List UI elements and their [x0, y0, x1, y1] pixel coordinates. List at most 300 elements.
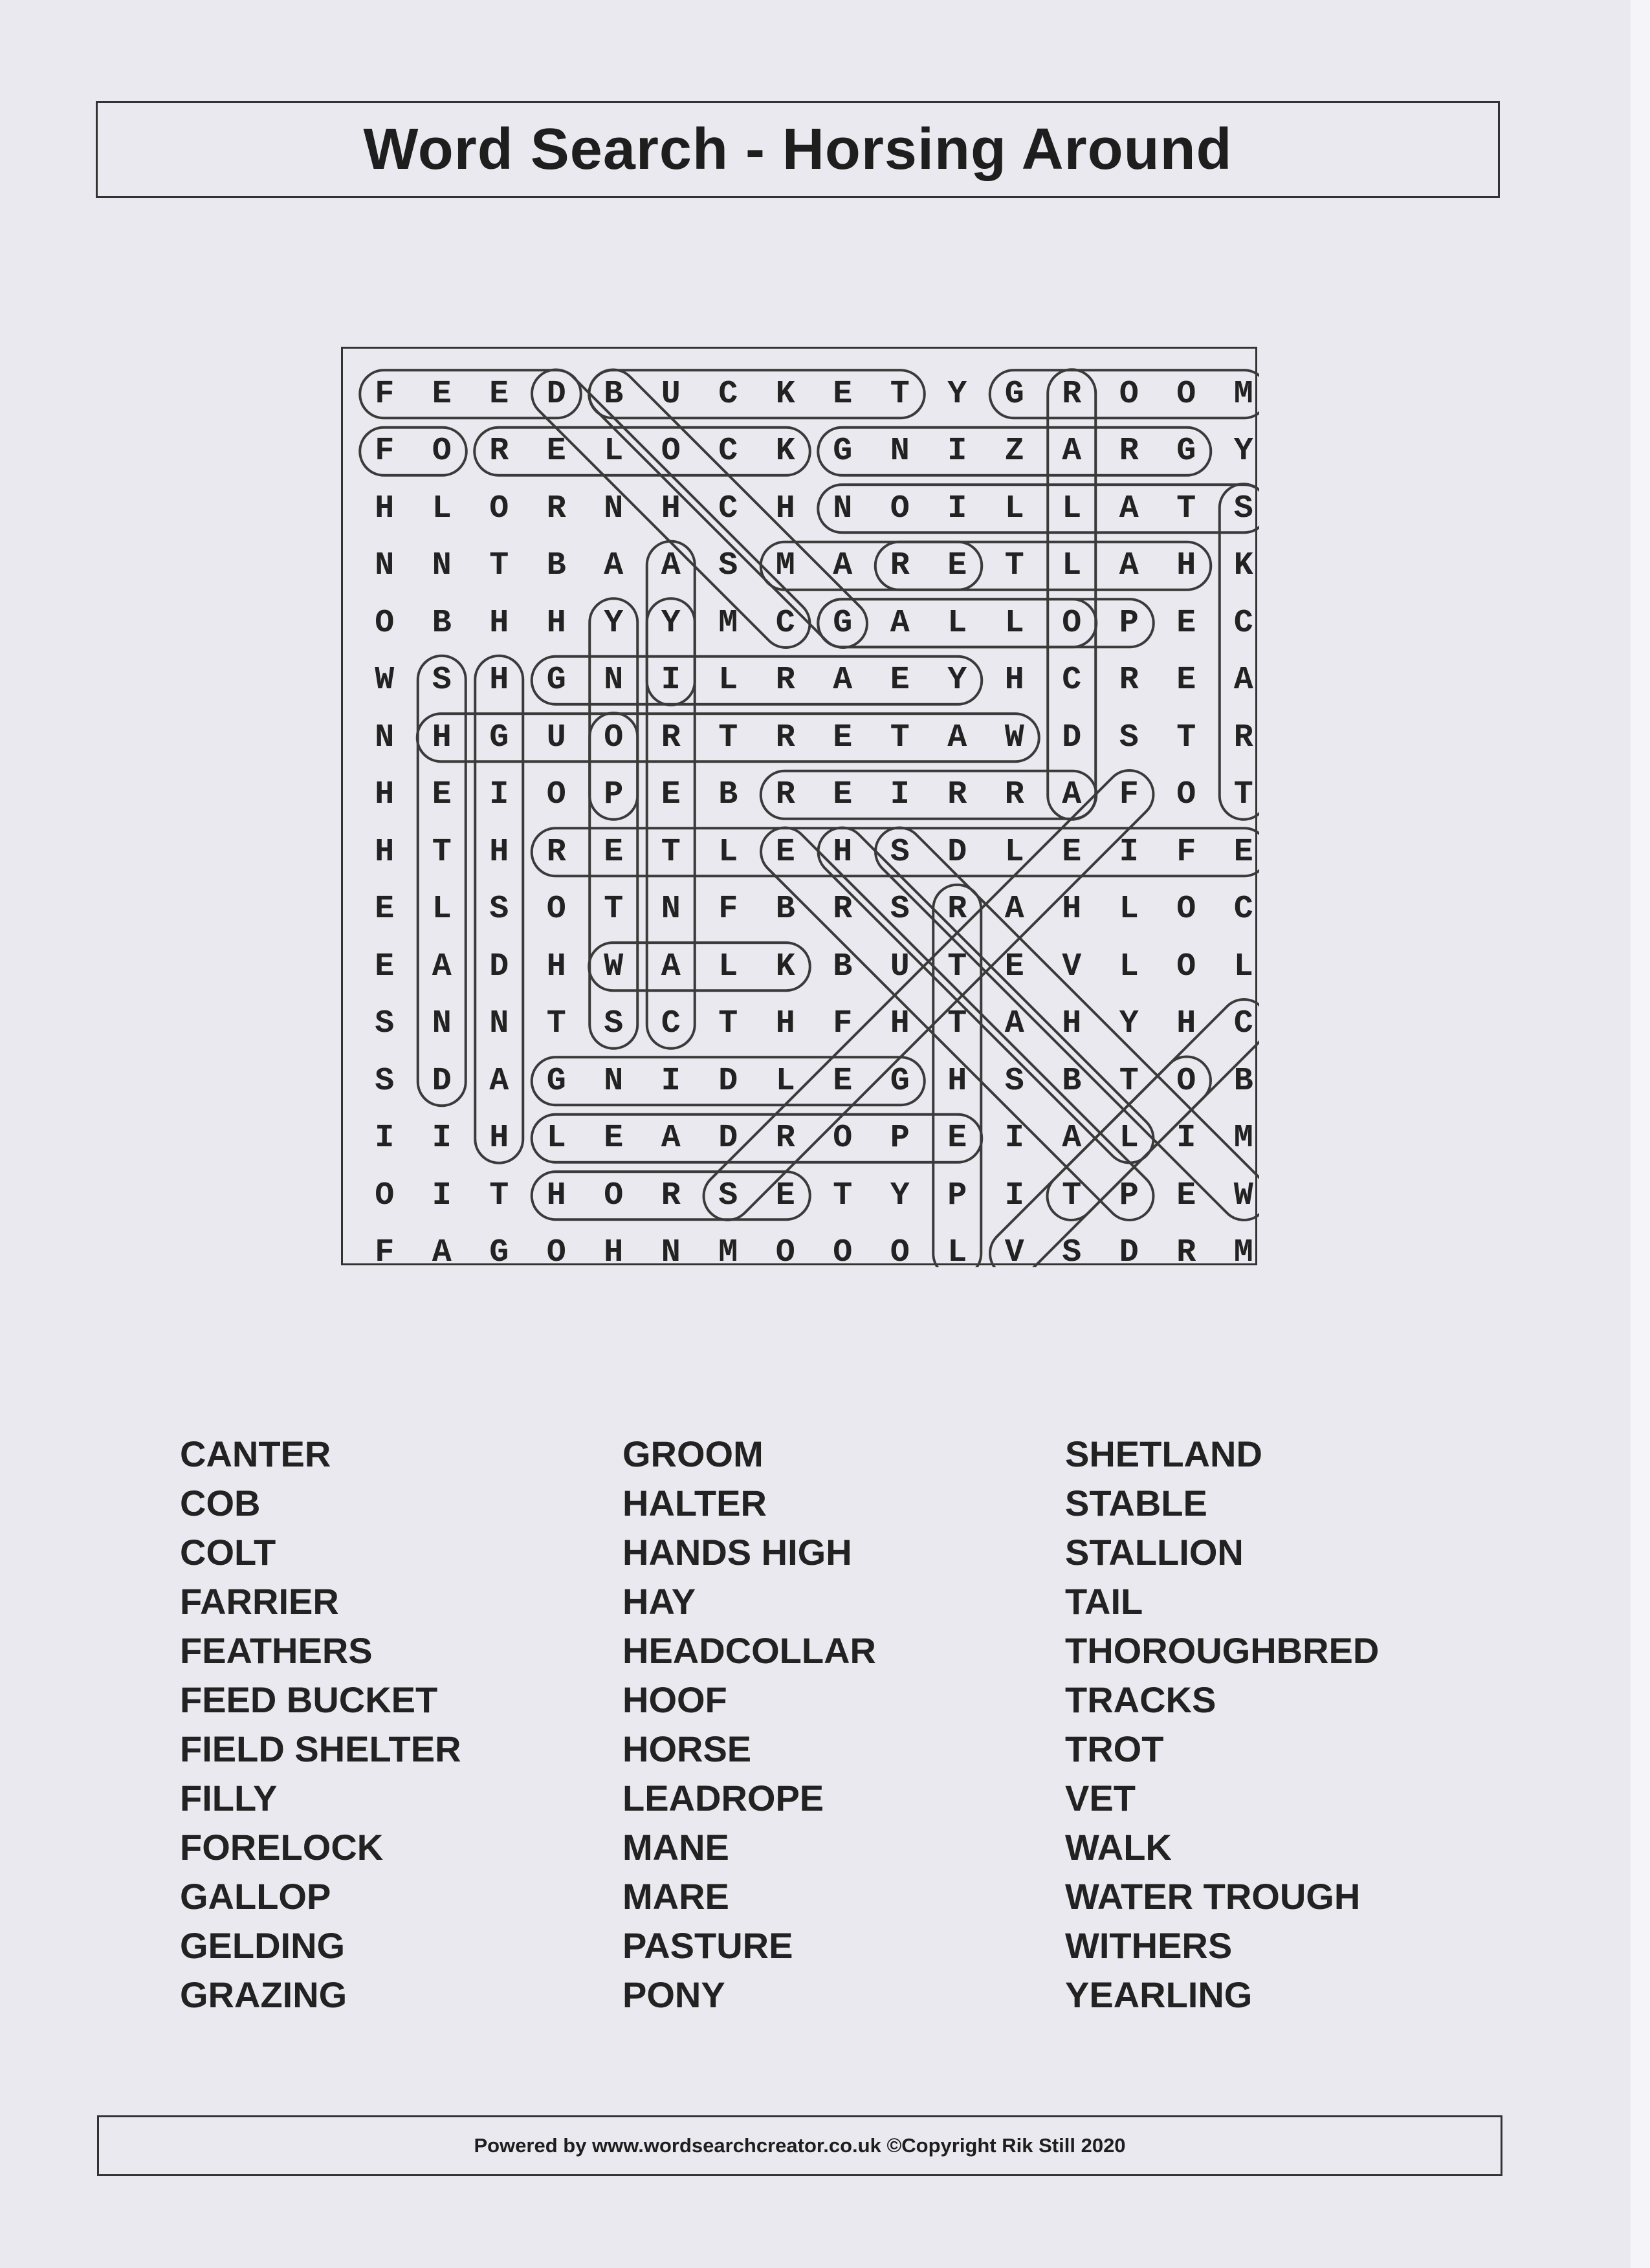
grid-cell[interactable]: O [1119, 375, 1139, 413]
grid-cell[interactable]: N [375, 719, 395, 756]
grid-cell[interactable]: I [661, 1062, 681, 1100]
grid-cell[interactable]: T [947, 948, 967, 985]
grid-cell[interactable]: E [432, 776, 452, 814]
word-item: YEARLING [1065, 1974, 1253, 2015]
word-item: GRAZING [180, 1974, 347, 2015]
grid-cell[interactable]: G [1176, 433, 1196, 470]
grid-cell[interactable]: S [1004, 1062, 1024, 1100]
grid-cell[interactable]: W [1004, 719, 1024, 756]
grid-cell[interactable]: I [947, 433, 967, 470]
grid-cell[interactable]: D [432, 1062, 452, 1100]
grid-cell[interactable]: L [1062, 490, 1082, 527]
grid-cell[interactable]: E [947, 1120, 967, 1157]
grid-cell[interactable]: T [718, 1005, 738, 1043]
grid-cell[interactable]: F [375, 1234, 395, 1272]
grid-cell[interactable]: T [833, 1177, 853, 1214]
grid-cell[interactable]: B [1062, 1062, 1082, 1100]
grid-cell[interactable]: E [833, 375, 853, 413]
grid-cell[interactable]: L [718, 662, 738, 699]
word-item: FEED BUCKET [180, 1679, 438, 1720]
grid-cell[interactable]: O [489, 490, 509, 527]
grid-cell[interactable]: S [432, 662, 452, 699]
title-box [96, 101, 1500, 198]
word-item: TROT [1065, 1728, 1164, 1769]
grid-cell[interactable]: S [489, 891, 509, 928]
grid-cell[interactable]: I [1004, 1177, 1024, 1214]
grid-cell[interactable]: H [546, 1177, 566, 1214]
grid-cell[interactable]: S [1062, 1234, 1082, 1272]
word-item: PONY [622, 1974, 725, 2015]
grid-cell[interactable]: T [1119, 1062, 1139, 1100]
grid-cell[interactable]: Y [661, 604, 681, 642]
grid-cell[interactable]: O [604, 719, 624, 756]
grid-cell[interactable]: L [1004, 490, 1024, 527]
grid-cell[interactable]: R [661, 1177, 681, 1214]
word-item: COLT [180, 1532, 276, 1573]
grid-cell[interactable]: L [1004, 604, 1024, 642]
grid-cell[interactable]: T [489, 1177, 509, 1214]
grid-cell[interactable]: A [833, 547, 853, 585]
grid-cell[interactable]: W [375, 662, 395, 699]
grid-cell[interactable]: L [718, 833, 738, 871]
grid-cell[interactable]: N [604, 662, 624, 699]
grid-cell[interactable]: A [432, 948, 452, 985]
grid-cell[interactable]: T [604, 891, 624, 928]
grid-cell[interactable]: E [833, 776, 853, 814]
word-item: GROOM [622, 1434, 764, 1474]
grid-cell[interactable]: R [1062, 375, 1082, 413]
grid-cell[interactable]: S [1233, 490, 1253, 527]
grid-cell[interactable]: E [546, 433, 566, 470]
grid-cell[interactable]: O [375, 604, 395, 642]
grid-cell[interactable]: L [1004, 833, 1024, 871]
grid-cell[interactable]: E [604, 1120, 624, 1157]
word-item: WITHERS [1065, 1925, 1233, 1966]
word-item: COB [180, 1483, 261, 1523]
grid-cell[interactable]: T [890, 719, 910, 756]
grid-cell[interactable]: K [775, 375, 795, 413]
grid-cell[interactable]: H [489, 662, 509, 699]
grid-cell[interactable]: T [661, 833, 681, 871]
word-item: MANE [622, 1827, 729, 1868]
grid-cell[interactable]: C [775, 604, 795, 642]
grid-cell[interactable]: S [1119, 719, 1139, 756]
grid-cell[interactable]: S [890, 833, 910, 871]
grid-cell[interactable]: E [1176, 1177, 1196, 1214]
grid-cell[interactable]: T [546, 1005, 566, 1043]
grid-cell[interactable]: A [1004, 1005, 1024, 1043]
grid-cell[interactable]: O [1176, 891, 1196, 928]
grid-cell[interactable]: D [546, 375, 566, 413]
grid-cell[interactable]: V [1004, 1234, 1024, 1272]
grid-cell[interactable]: I [489, 776, 509, 814]
grid-cell[interactable]: B [718, 776, 738, 814]
grid-cell[interactable]: S [718, 547, 738, 585]
grid-cell[interactable]: H [890, 1005, 910, 1043]
grid-cell[interactable]: O [1176, 375, 1196, 413]
grid-cell[interactable]: E [775, 1177, 795, 1214]
grid-cell[interactable]: A [604, 547, 624, 585]
grid-cell[interactable]: A [661, 547, 681, 585]
word-item: FIELD SHELTER [180, 1728, 461, 1769]
grid-cell[interactable]: C [1233, 891, 1253, 928]
word-item: CANTER [180, 1434, 331, 1474]
word-list-column-3 [1065, 1430, 1379, 2020]
grid-cell[interactable]: O [432, 433, 452, 470]
grid-cell[interactable]: I [432, 1120, 452, 1157]
grid-cell[interactable]: A [661, 1120, 681, 1157]
grid-cell[interactable]: I [1176, 1120, 1196, 1157]
grid-cell[interactable]: L [947, 604, 967, 642]
grid-cell[interactable]: A [890, 604, 910, 642]
grid-cell[interactable]: Y [947, 662, 967, 699]
grid-cell[interactable]: E [375, 891, 395, 928]
grid-cell[interactable]: N [661, 891, 681, 928]
grid-cell[interactable]: A [1062, 433, 1082, 470]
grid-cell[interactable]: I [1119, 833, 1139, 871]
grid-cell[interactable]: D [489, 948, 509, 985]
grid-cell[interactable]: M [718, 604, 738, 642]
grid-cell[interactable]: H [775, 490, 795, 527]
grid-cell[interactable]: O [833, 1120, 853, 1157]
grid-cell[interactable]: T [1176, 719, 1196, 756]
grid-cell[interactable]: Y [604, 604, 624, 642]
grid-cell[interactable]: F [718, 891, 738, 928]
grid-cell[interactable]: O [661, 433, 681, 470]
grid-cell[interactable]: N [833, 490, 853, 527]
grid-cell[interactable]: E [890, 662, 910, 699]
grid-cell[interactable]: H [1062, 891, 1082, 928]
grid-cell[interactable]: U [661, 375, 681, 413]
grid-cell[interactable]: R [1233, 719, 1253, 756]
grid-cell[interactable]: D [1062, 719, 1082, 756]
grid-cell[interactable]: S [890, 891, 910, 928]
grid-cell[interactable]: N [432, 547, 452, 585]
grid-cell[interactable]: C [1233, 604, 1253, 642]
word-item: PASTURE [622, 1925, 793, 1966]
grid-cell[interactable]: U [546, 719, 566, 756]
grid-cell[interactable]: K [1233, 547, 1253, 585]
word-search-grid-frame [341, 347, 1257, 1272]
grid-cell[interactable]: F [833, 1005, 853, 1043]
grid-cell[interactable]: T [1176, 490, 1196, 527]
word-search-grid[interactable] [356, 365, 1272, 1281]
grid-cell[interactable]: L [1119, 948, 1139, 985]
grid-cell[interactable]: H [546, 604, 566, 642]
grid-cell[interactable]: R [890, 547, 910, 585]
grid-cell[interactable]: G [833, 604, 853, 642]
grid-cell[interactable]: D [718, 1120, 738, 1157]
grid-cell[interactable]: O [604, 1177, 624, 1214]
grid-cell[interactable]: L [1233, 948, 1253, 985]
grid-cell[interactable]: N [890, 433, 910, 470]
grid-cell[interactable]: F [1119, 776, 1139, 814]
grid-cell[interactable]: R [775, 1120, 795, 1157]
grid-cell[interactable]: O [890, 1234, 910, 1272]
grid-cell[interactable]: G [489, 1234, 509, 1272]
footer-box [97, 2115, 1502, 2176]
grid-cell[interactable]: S [375, 1005, 395, 1043]
word-item: HOOF [622, 1679, 727, 1720]
grid-cell[interactable]: I [432, 1177, 452, 1214]
grid-cell[interactable]: A [1062, 1120, 1082, 1157]
word-item: LEADROPE [622, 1778, 824, 1818]
grid-cell[interactable]: L [1062, 547, 1082, 585]
grid-cell[interactable]: R [1176, 1234, 1196, 1272]
grid-cell[interactable]: E [947, 547, 967, 585]
grid-cell[interactable]: T [947, 1005, 967, 1043]
grid-cell[interactable]: Y [1233, 433, 1253, 470]
grid-cell[interactable]: E [775, 833, 795, 871]
grid-cell[interactable]: D [947, 833, 967, 871]
grid-cell[interactable]: T [890, 375, 910, 413]
grid-cell[interactable]: E [833, 1062, 853, 1100]
grid-cell[interactable]: O [546, 891, 566, 928]
grid-cell[interactable]: A [1233, 662, 1253, 699]
grid-cell[interactable]: L [604, 433, 624, 470]
word-list-column-2 [622, 1430, 876, 2020]
grid-cell[interactable]: G [833, 433, 853, 470]
grid-cell[interactable]: L [1119, 1120, 1139, 1157]
footer-credit: Powered by www.wordsearchcreator.co.uk ©Copyright Rik Still 2020 [474, 2134, 1126, 2157]
grid-cell[interactable]: E [604, 833, 624, 871]
word-list-column-1 [180, 1430, 461, 2020]
grid-cell[interactable]: C [661, 1005, 681, 1043]
word-item: SHETLAND [1065, 1434, 1262, 1474]
grid-cell[interactable]: W [1233, 1177, 1253, 1214]
grid-cell[interactable]: L [775, 1062, 795, 1100]
grid-cell[interactable]: E [1176, 662, 1196, 699]
grid-cell[interactable]: L [546, 1120, 566, 1157]
grid-cell[interactable]: I [947, 490, 967, 527]
grid-cell[interactable]: A [833, 662, 853, 699]
grid-cell[interactable]: L [432, 490, 452, 527]
word-item: HAY [622, 1581, 696, 1622]
grid-cell[interactable]: C [718, 375, 738, 413]
grid-cell[interactable]: R [833, 891, 853, 928]
grid-cell[interactable]: R [775, 776, 795, 814]
word-item: THOROUGHBRED [1065, 1630, 1380, 1671]
grid-cell[interactable]: H [1004, 662, 1024, 699]
word-item: GELDING [180, 1925, 346, 1966]
grid-cell[interactable]: F [375, 375, 395, 413]
grid-cell[interactable]: S [375, 1062, 395, 1100]
word-item: MARE [622, 1876, 729, 1917]
grid-cell[interactable]: M [775, 547, 795, 585]
word-item: FORELOCK [180, 1827, 384, 1868]
grid-cell[interactable]: E [661, 776, 681, 814]
grid-cell[interactable]: E [833, 719, 853, 756]
grid-cell[interactable]: R [1119, 662, 1139, 699]
grid-cell[interactable]: R [1119, 433, 1139, 470]
grid-cell[interactable]: H [604, 1234, 624, 1272]
grid-cell[interactable]: E [432, 375, 452, 413]
grid-cell[interactable]: R [775, 662, 795, 699]
grid-cell[interactable]: M [1233, 1234, 1253, 1272]
grid-cell[interactable]: H [1176, 547, 1196, 585]
grid-cell[interactable]: P [1119, 1177, 1139, 1214]
grid-cell[interactable]: R [661, 719, 681, 756]
grid-cell[interactable]: T [432, 833, 452, 871]
grid-cell[interactable]: R [489, 433, 509, 470]
grid-cell[interactable]: E [1233, 833, 1253, 871]
word-item: FEATHERS [180, 1630, 373, 1671]
grid-cell[interactable]: N [432, 1005, 452, 1043]
grid-cell[interactable]: P [1119, 604, 1139, 642]
grid-cell[interactable]: N [375, 547, 395, 585]
grid-cell[interactable]: M [1233, 1120, 1253, 1157]
grid-cell[interactable]: O [546, 776, 566, 814]
grid-cell[interactable]: D [718, 1062, 738, 1100]
grid-cell[interactable]: H [1062, 1005, 1082, 1043]
grid-cell[interactable]: A [1119, 490, 1139, 527]
grid-cell[interactable]: O [1176, 948, 1196, 985]
grid-cell[interactable]: Y [890, 1177, 910, 1214]
grid-cell[interactable]: N [604, 1062, 624, 1100]
grid-cell[interactable]: D [1119, 1234, 1139, 1272]
grid-cell[interactable]: O [375, 1177, 395, 1214]
grid-cell[interactable]: K [775, 433, 795, 470]
grid-cell[interactable]: I [890, 776, 910, 814]
grid-cell[interactable]: T [489, 547, 509, 585]
page-title: Word Search - Horsing Around [363, 116, 1233, 182]
grid-cell[interactable]: C [1062, 662, 1082, 699]
grid-cell[interactable]: S [718, 1177, 738, 1214]
grid-cell[interactable]: R [546, 490, 566, 527]
word-item: HALTER [622, 1483, 767, 1523]
grid-cell[interactable]: O [1176, 1062, 1196, 1100]
grid-cell[interactable]: B [1233, 1062, 1253, 1100]
grid-cell[interactable]: H [947, 1062, 967, 1100]
grid-cell[interactable]: P [947, 1177, 967, 1214]
grid-cell[interactable]: H [489, 1120, 509, 1157]
grid-cell[interactable]: C [718, 433, 738, 470]
grid-cell[interactable]: B [432, 604, 452, 642]
grid-cell[interactable]: O [546, 1234, 566, 1272]
grid-cell[interactable]: O [1062, 604, 1082, 642]
grid-cell[interactable]: E [1176, 604, 1196, 642]
grid-cell[interactable]: O [890, 490, 910, 527]
grid-cell[interactable]: B [604, 375, 624, 413]
grid-cell[interactable]: I [1004, 1120, 1024, 1157]
grid-cell[interactable]: I [661, 662, 681, 699]
grid-cell[interactable]: P [604, 776, 624, 814]
word-item: STABLE [1065, 1483, 1207, 1523]
grid-cell[interactable]: N [661, 1234, 681, 1272]
grid-cell[interactable]: A [661, 948, 681, 985]
grid-cell[interactable]: C [718, 490, 738, 527]
grid-cell[interactable]: G [489, 719, 509, 756]
grid-cell[interactable]: Z [1004, 433, 1024, 470]
grid-cell[interactable]: H [546, 948, 566, 985]
page-edge [1631, 0, 1650, 2268]
grid-cell[interactable]: O [1176, 776, 1196, 814]
grid-cell[interactable]: O [833, 1234, 853, 1272]
word-item: HANDS HIGH [622, 1532, 852, 1573]
grid-cell[interactable]: P [890, 1120, 910, 1157]
word-item: GALLOP [180, 1876, 331, 1917]
grid-cell[interactable]: R [775, 719, 795, 756]
grid-cell[interactable]: T [1233, 776, 1253, 814]
grid-cell[interactable]: R [947, 891, 967, 928]
grid-cell[interactable]: E [375, 948, 395, 985]
grid-cell[interactable]: T [1004, 547, 1024, 585]
word-item: HEADCOLLAR [622, 1630, 876, 1671]
grid-cell[interactable]: U [890, 948, 910, 985]
grid-cell[interactable]: F [375, 433, 395, 470]
grid-cell[interactable]: H [375, 776, 395, 814]
grid-cell[interactable]: H [489, 604, 509, 642]
grid-cell[interactable]: T [1062, 1177, 1082, 1214]
grid-cell[interactable]: H [432, 719, 452, 756]
grid-cell[interactable]: E [1062, 833, 1082, 871]
grid-cell[interactable]: G [890, 1062, 910, 1100]
grid-cell[interactable]: E [489, 375, 509, 413]
grid-cell[interactable]: A [489, 1062, 509, 1100]
grid-cell[interactable]: A [1119, 547, 1139, 585]
grid-cell[interactable]: B [833, 948, 853, 985]
grid-cell[interactable]: R [546, 833, 566, 871]
grid-cell[interactable]: H [375, 490, 395, 527]
grid-cell[interactable]: A [1062, 776, 1082, 814]
word-item: STALLION [1065, 1532, 1244, 1573]
word-item: TAIL [1065, 1581, 1143, 1622]
grid-cell[interactable]: H [833, 833, 853, 871]
word-item: VET [1065, 1778, 1136, 1818]
grid-cell[interactable]: G [546, 1062, 566, 1100]
grid-cell[interactable]: A [432, 1234, 452, 1272]
grid-cell[interactable]: I [375, 1120, 395, 1157]
grid-cell[interactable]: M [1233, 375, 1253, 413]
grid-cell[interactable]: N [604, 490, 624, 527]
grid-cell[interactable]: K [775, 948, 795, 985]
grid-cell[interactable]: H [375, 833, 395, 871]
grid-cell[interactable]: A [1004, 891, 1024, 928]
grid-cell[interactable]: H [489, 833, 509, 871]
grid-cell[interactable]: Y [1119, 1005, 1139, 1043]
grid-cell[interactable]: M [718, 1234, 738, 1272]
grid-cell[interactable]: T [718, 719, 738, 756]
word-item: WALK [1065, 1827, 1172, 1868]
grid-cell[interactable]: L [718, 948, 738, 985]
grid-cell[interactable]: R [947, 776, 967, 814]
word-item: TRACKS [1065, 1679, 1216, 1720]
word-item: FILLY [180, 1778, 278, 1818]
grid-cell[interactable]: G [1004, 375, 1024, 413]
grid-cell[interactable]: V [1062, 948, 1082, 985]
grid-cell[interactable]: Y [947, 375, 967, 413]
word-item: WATER TROUGH [1065, 1876, 1361, 1917]
grid-cell[interactable]: L [432, 891, 452, 928]
grid-cell[interactable]: B [546, 547, 566, 585]
grid-cell[interactable]: N [489, 1005, 509, 1043]
grid-cell[interactable]: F [1176, 833, 1196, 871]
grid-cell[interactable]: C [1233, 1005, 1253, 1043]
grid-cell[interactable]: O [775, 1234, 795, 1272]
grid-cell[interactable]: B [775, 891, 795, 928]
grid-cell[interactable]: S [604, 1005, 624, 1043]
grid-cell[interactable]: H [1176, 1005, 1196, 1043]
grid-cell[interactable]: R [1004, 776, 1024, 814]
grid-cell[interactable]: W [604, 948, 624, 985]
grid-cell[interactable]: H [775, 1005, 795, 1043]
grid-cell[interactable]: A [947, 719, 967, 756]
grid-cell[interactable]: L [1119, 891, 1139, 928]
grid-cell[interactable]: E [1004, 948, 1024, 985]
grid-cell[interactable]: H [661, 490, 681, 527]
grid-cell[interactable]: L [947, 1234, 967, 1272]
grid-cell[interactable]: G [546, 662, 566, 699]
